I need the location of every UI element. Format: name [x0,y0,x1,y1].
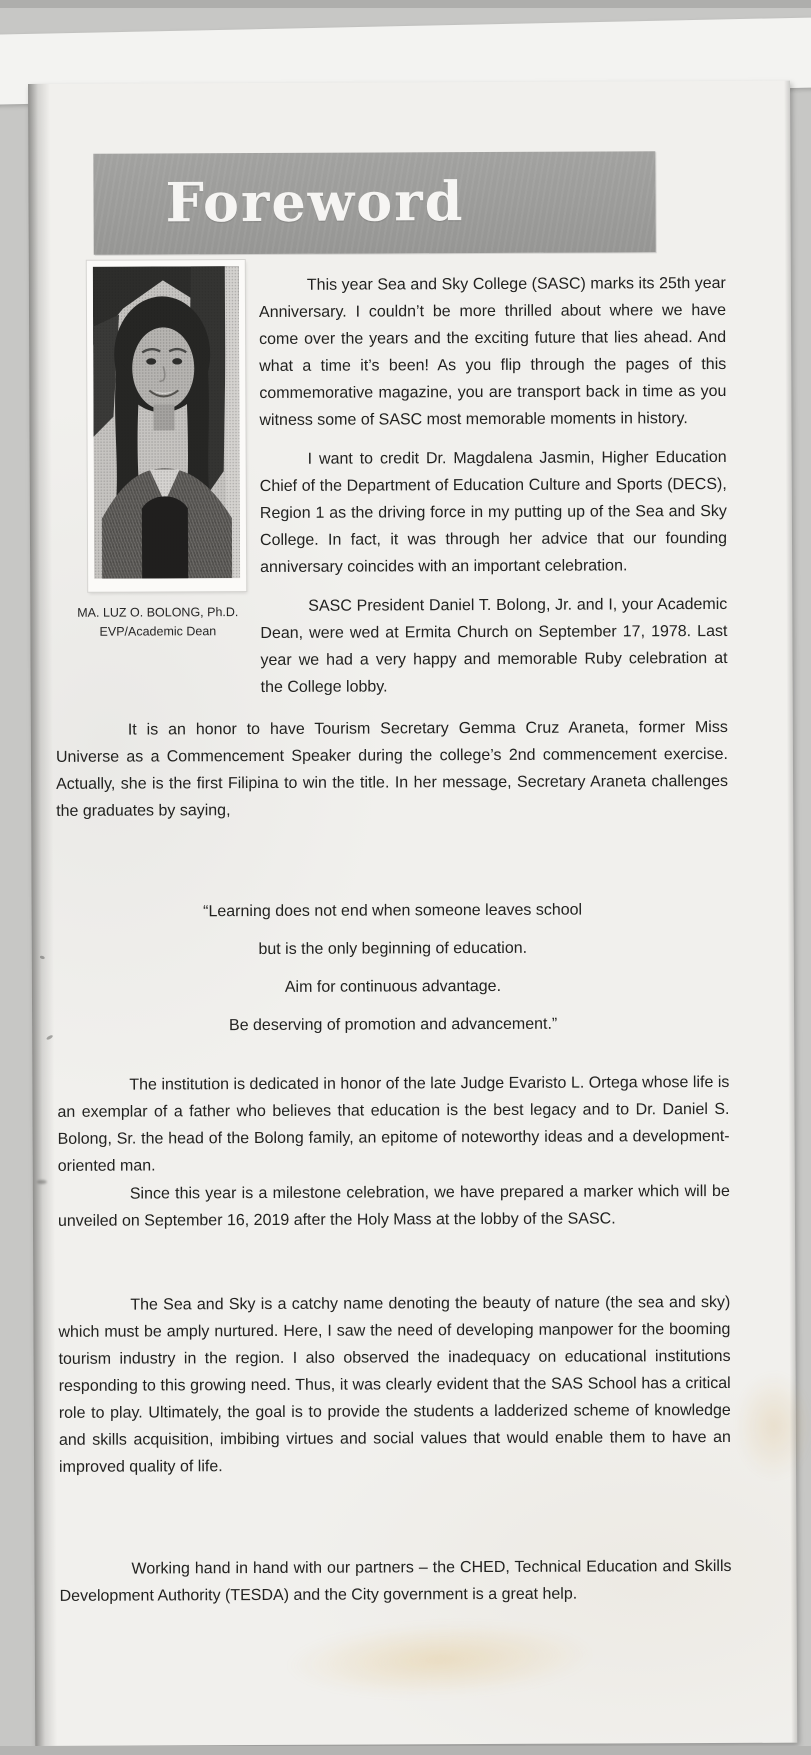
paragraph-sea-and-sky: The Sea and Sky is a catchy name denoting the beauty of nature (the sea and sky) which must be amply nurtured. Here, I saw the need of developing manpower for the booming tourism industry in the region. I also observed the inadequacy on educational institutions responding to this growing need. Thus, it was clearly evident that the SAS School has a critical role to play. Ultimately, the goal is to provide the students a ladderized scheme of knowledge and skills acquisition, imbibing virtues and social values that would enable them to have an improved quality of life. [58,1293,731,1476]
photo-column [54,260,261,643]
paragraph-credit-jasmin: I want to credit Dr. Magdalena Jasmin, Higher Education Chief of the Department of Education Culture and Sports (DECS), Region 1 as the driving force in my putting up of the Sea and Sky College. In fact, it was through her advice that our founding anniversary coincides with an important celebration. [259,448,728,576]
caption-role: EVP/Academic Dean [99,624,217,640]
magazine-page [28,81,797,1746]
pencil-speck [39,955,45,960]
caption-name: MA. LUZ O. BOLONG, Ph.D. [77,605,239,620]
scanner-edge-strip [0,0,811,8]
photo-caption [55,603,260,643]
paragraph-araneta: It is an honor to have Tourism Secretary Gemma Cruz Araneta, former Miss Universe as a Commencement Speaker during the college’s 2nd commencement exercise. Actually, she is the first Filipina to win the title. In her message, Secretary Araneta challenges the graduates by saying, [55,718,729,820]
section-partners [59,1553,731,1610]
paper-stain [734,1371,811,1481]
section-araneta [56,714,728,825]
paragraph-dedication: The institution is dedicated in honor of the late Judge Evaristo L. Ortega whose life is an exemplar of a father who believes that education is the best legacy and to Dr. Daniel S. Bolong, Sr. the head of the Bolong family, an epitome of noteworthy ideas and a development-oriented man. [57,1073,730,1175]
paragraph-marker: Since this year is a milestone celebration, we have prepared a marker which will be unveiled on September 16, 2019 after the Holy Mass at the lobby of the SASC. [57,1182,730,1230]
portrait-photo [87,260,246,592]
quote-line: Aim for continuous advantage. [284,977,502,996]
paragraph-anniversary: This year Sea and Sky College (SASC) marks its 25th year Anniversary. I couldn’t be more thrilled about where we have come over the years and the exciting future that lies ahead. And what a time it’s been! As you flip through the pages of this commemorative magazine, you are transport back in time as you witness some of SASC most memorable moments in history. [258,274,727,429]
photo-and-text-columns [54,258,728,714]
ink-bleedthrough-smudge [284,1616,597,1703]
quote-line: but is the only beginning of education. [258,939,528,959]
section-sea-and-sky [58,1289,731,1481]
foreword-banner [93,151,655,254]
intro-text-column [259,258,728,713]
pencil-speck [46,1034,54,1040]
page-title: Foreword [165,169,465,235]
commencement-quote [57,896,730,1051]
section-dedication [57,1069,729,1180]
section-marker [58,1178,730,1235]
pencil-speck [37,1180,47,1184]
quote-line: “Learning does not end when someone leaves school [203,901,583,921]
quote-line: Be deserving of promotion and advancement.” [228,1015,558,1035]
paragraph-wedding: SASC President Daniel T. Bolong, Jr. and I, your Academic Dean, were wed at Ermita Church on September 17, 1978. Last year we had a very happy and memorable Ruby celebration at the College lobby. [260,595,728,696]
paragraph-partners: Working hand in hand with our partners – the CHED, Technical Education and Skills Development Authority (TESDA) and the City government is a great help. [59,1557,732,1605]
portrait-illustration [93,266,240,579]
scanner-edge-strip-bottom [0,1746,811,1755]
